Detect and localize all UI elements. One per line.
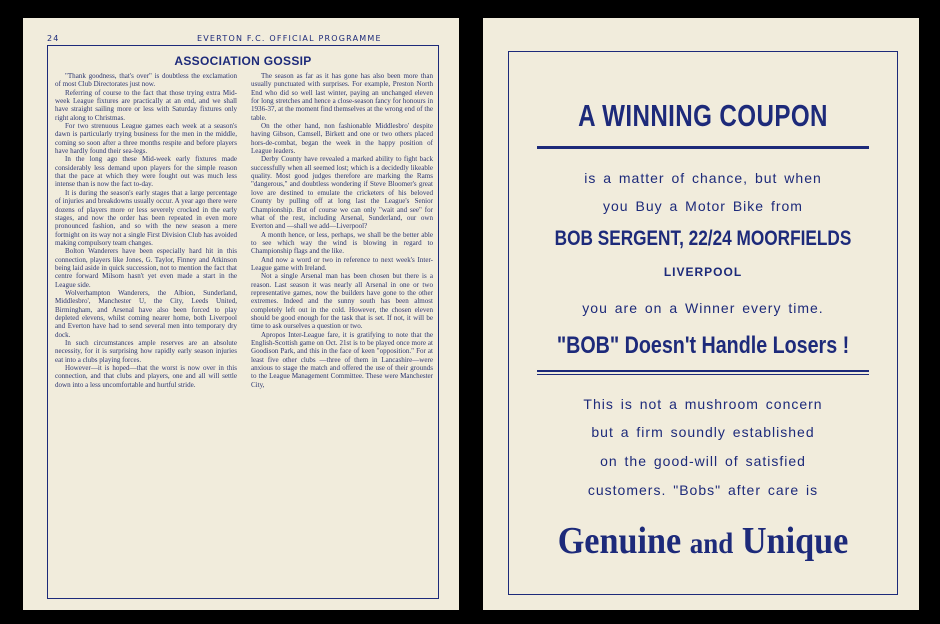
slogan: "BOB" Doesn't Handle Losers ! (556, 332, 850, 359)
right-page (483, 18, 919, 610)
paragraph: The season as far as it has gone has also been more than usually punctuated with surprises. For example, Preston North End who did so well last winter, paying an unchanged eleven for long stretches and hence a close-season fancy for honours in 1936-37, at the moment find themselves at the wrong end of the table. (251, 72, 433, 122)
paragraph: A month hence, or less, perhaps, we shall be the better able to see which way the wind is blowing in regard to Championship flags and the like. (251, 230, 433, 256)
paragraph: Wolverhampton Wanderers, the Albion, Sunderland, Middlesbro', Manchester U, the City, Leeds United, Birmingham, and Arsenal have also been forced to play depleted elevens, whilst coming nearer home, both Liverpool and Everton have had to send several men into temporary dry dock. (55, 288, 237, 339)
ad-headline: A WINNING COUPON (578, 98, 828, 133)
paragraph: And now a word or two in reference to next week's Inter-League game with Ireland. (251, 255, 433, 272)
section-title: ASSOCIATION GOSSIP (174, 54, 312, 68)
article-frame (47, 45, 439, 599)
paragraph: Apropos Inter-League fare, it is gratifying to note that the English-Scottish game on Oct. 21st is to be played once more at Goodison Park, and this in the face of keen "opposition." For at least five other clubs —three of them in Lancashire—were anxious to stage the match and offered the use of their grounds to the League Management Committee. These were Manchester City, (251, 330, 433, 389)
advertisement-frame (508, 51, 898, 595)
slogan-rule-thin (537, 374, 869, 375)
article-column-left (55, 72, 237, 389)
ad-text-line: you Buy a Motor Bike from (603, 198, 803, 214)
ad-text-line: but a firm soundly established (591, 424, 815, 440)
left-page (23, 18, 459, 610)
page-number: 24 (47, 34, 60, 43)
paragraph: For two strenuous League games each week at a season's dawn is particularly trying business for the men in the middle, coming so soon after a three months respite and before players have hardly found their sea-legs. (55, 122, 237, 156)
closing-word-genuine: Genuine (557, 520, 682, 562)
paragraph: Bolton Wanderers have been especially hard hit in this connection, players like Jones, G. Taylor, Finney and Atkinson being laid aside in quick succession, not to mention the fact that centre forward Milsom hasn't yet even made a start in the League side. (55, 247, 237, 289)
article-column-right (251, 72, 433, 389)
ad-text-line: This is not a mushroom concern (583, 396, 823, 412)
paragraph: It is during the season's early stages that a large percentage of injuries and breakdowns usually occur. A year ago there were dozens of players more or less severely crocked in the early stages, and now the order has been repeated in even more pronounced fashion, and so with the new season a mere fortnight on its way not a single First Division Club has avoided making compulsory team changes. (55, 188, 237, 247)
paragraph: On the other hand, non fashionable Middlesbro' despite having Gibson, Camsell, Birkett and one or two others placed hors-de-combat, began the week in the happy position of League leaders. (251, 122, 433, 156)
closing-tagline (528, 519, 877, 563)
ad-text-line: you are on a Winner every time. (582, 300, 824, 316)
ad-text-line: customers. "Bobs" after care is (587, 482, 819, 498)
paragraph: However—it is hoped—that the worst is now over in this connection, and that clubs and players, one and all will settle down into a less uncomfortable and hurtful stride. (55, 364, 237, 389)
paragraph: Derby County have revealed a marked ability to fight back successfully when all seemed lost; which is a decidedly likeable quality. Most good judges therefore are marking the Rams "dangerous," and doubtless wondering if Steve Bloomer's great love are destined to emulate the cricketers of his beloved County by pulling off at long last the League's Senior Championship. But of course we can only "wait and see" for what of the rest, including Arsenal, Sunderland, our own Everton and —shall we add—Liverpool? (251, 155, 433, 231)
closing-word-and: and (689, 527, 734, 560)
paragraph: Referring of course to the fact that those trying extra Mid-week League fixtures are practically at an end, and we shall have straight sailing more or less with Saturday fixtures only right along to Christmas. (55, 88, 237, 122)
paragraph: In such circumstances ample reserves are an absolute necessity, for it is surprising how rapidly early season injuries eat into a clubs playing forces. (55, 339, 237, 364)
paragraph: Not a single Arsenal man has been chosen but there is a reason. Last season it was nearly all Arsenal in one or two representative games, now the builders have gone to the other extremes. Indeed and the sunny south has been almost completely left out in the cold. However, the chosen eleven should be good enough for the task that is set. If not, it will be time to ask ourselves a question or two. (251, 272, 433, 331)
ad-text-line: is a matter of chance, but when (584, 170, 822, 186)
slogan-rule (537, 370, 869, 372)
paragraph: "Thank goodness, that's over" is doubtless the exclamation of most Club Directorates just now. (55, 72, 237, 89)
ad-text-line: on the good-will of satisfied (600, 453, 806, 469)
dealer-city: LIVERPOOL (663, 265, 743, 279)
paragraph: In the long ago these Mid-week early fixtures made considerably less demand upon players for the simple reason that the pace at which they were fought out was much less intense than is now the fact to-day. (55, 155, 237, 189)
dealer-name: BOB SERGENT, 22/24 MOORFIELDS (554, 227, 852, 250)
closing-word-unique: Unique (741, 520, 849, 562)
headline-rule (537, 146, 869, 149)
programme-title: EVERTON F.C. OFFICIAL PROGRAMME (197, 34, 382, 43)
